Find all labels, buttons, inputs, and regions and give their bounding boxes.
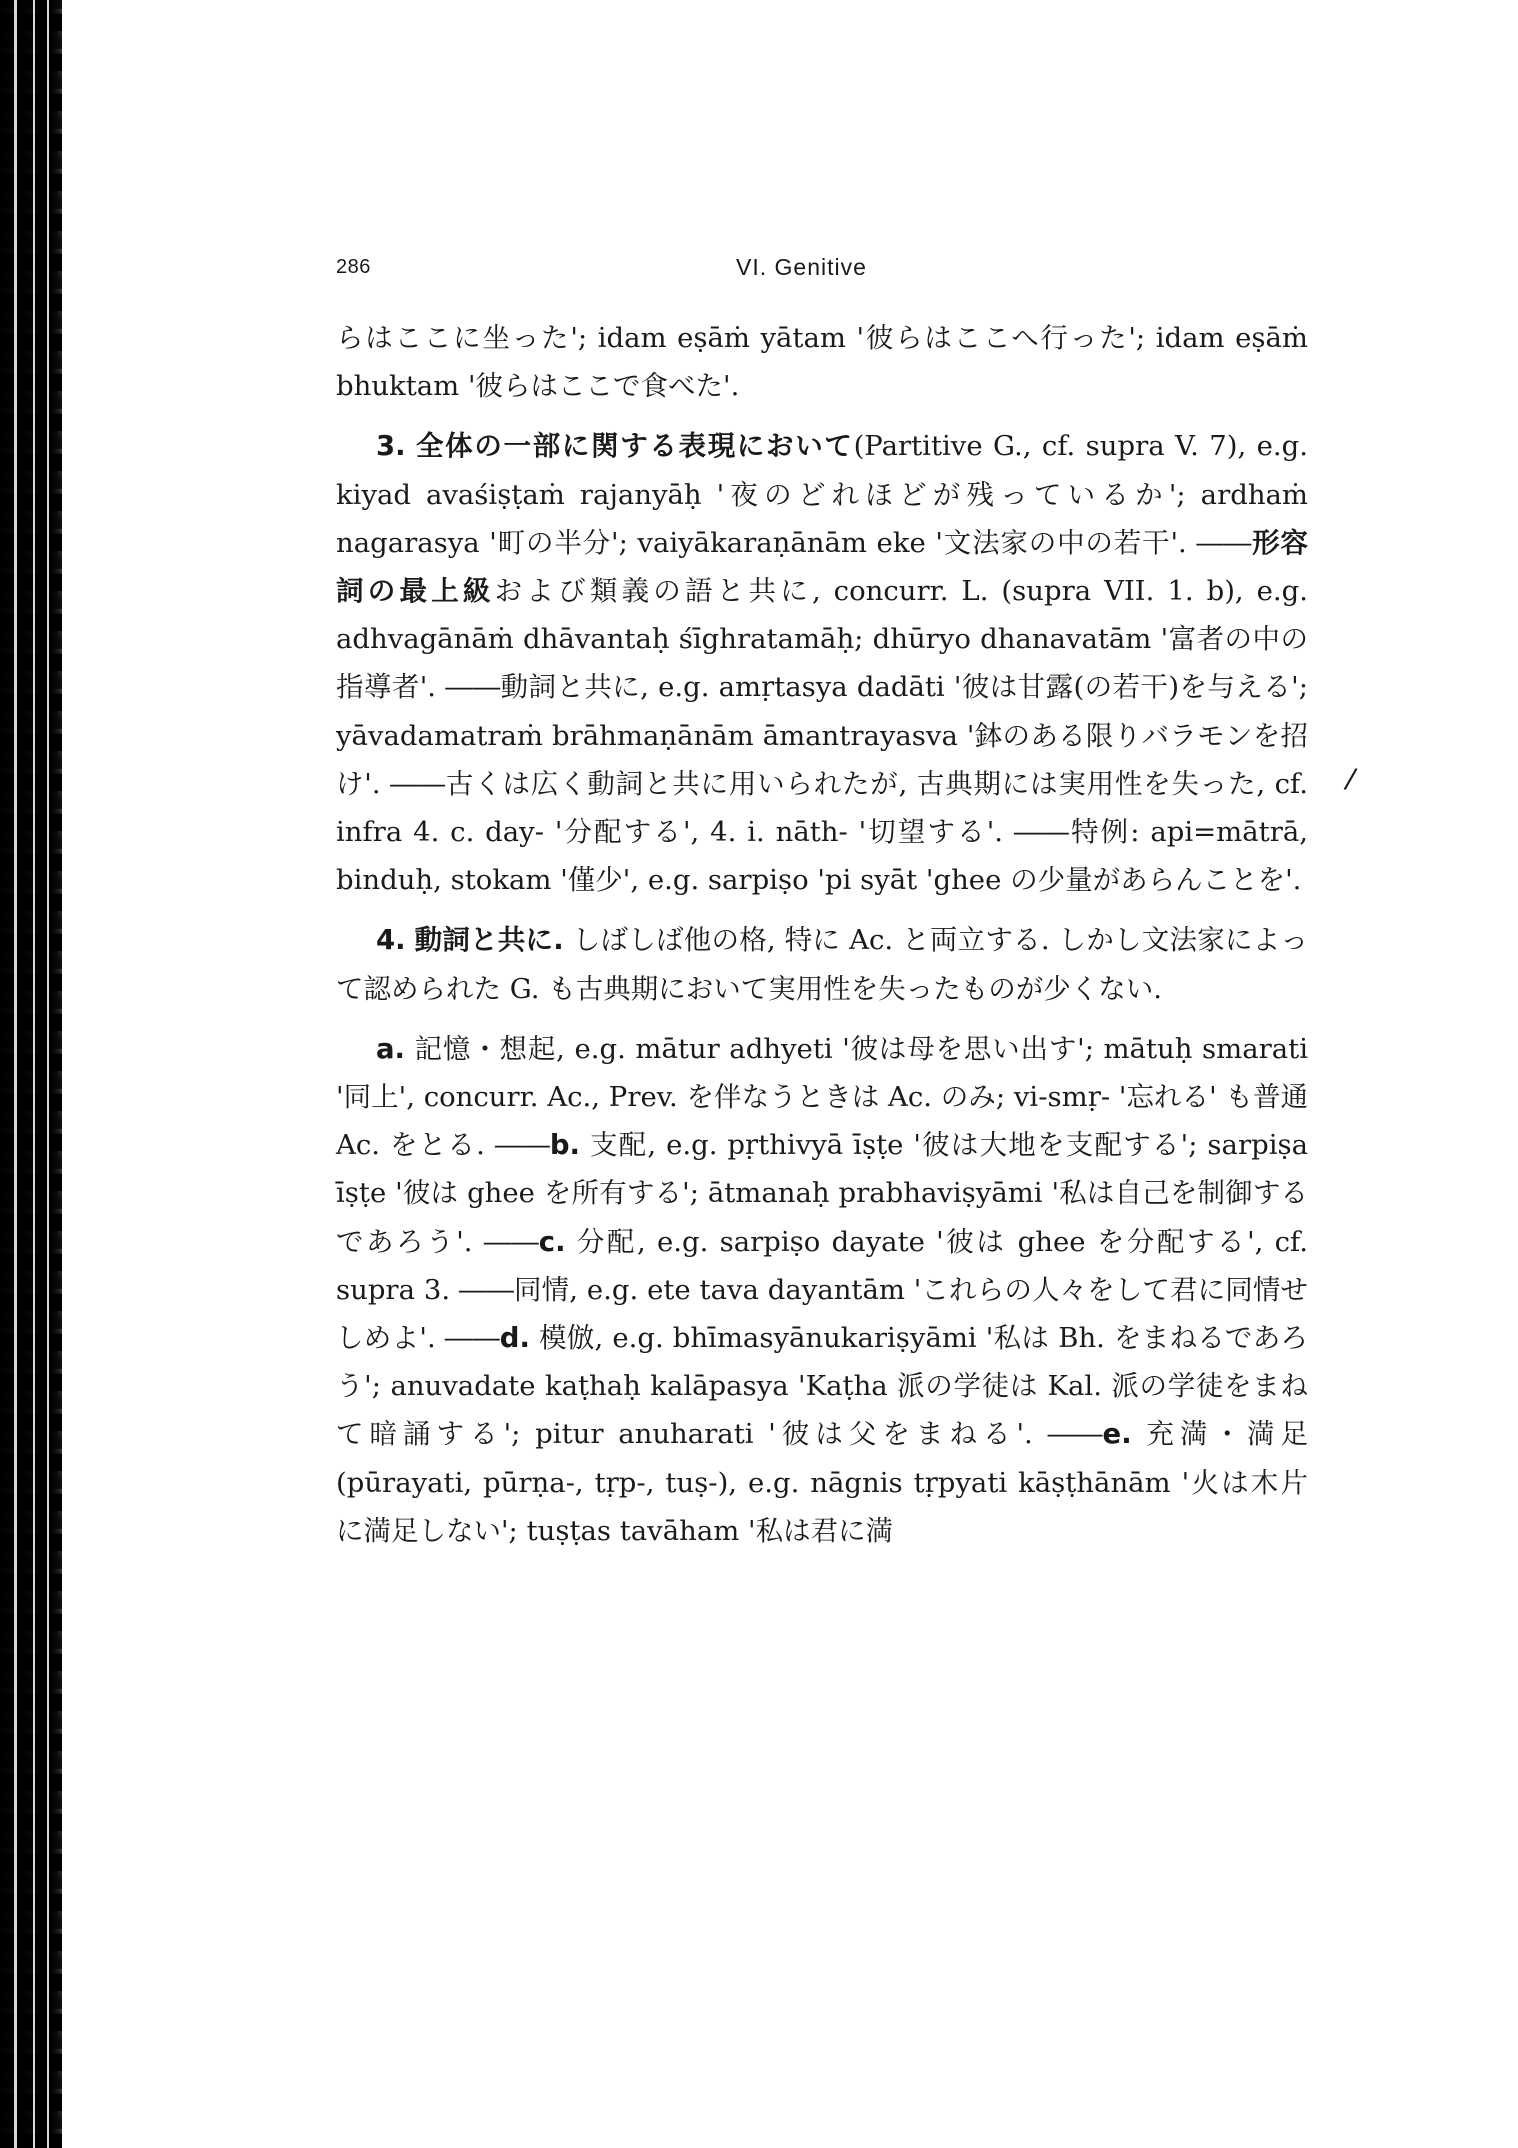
subsection-label-e: e. bbox=[1102, 1418, 1132, 1451]
section-heading: 動詞と共に. bbox=[414, 924, 564, 957]
subsection-label-b: b. bbox=[549, 1129, 580, 1162]
subsection-text-a: 記憶・想起, e.g. mātur adhyeti '彼は母を思い出す'; mātuḥ smarati '同上', concurr. Ac., Prev. を伴なうときは Ac. のみ; vi-smṛ- '忘れる' も普通 Ac. をとる. ―― bbox=[336, 1032, 1308, 1162]
scan-edge-highlight bbox=[33, 0, 35, 2148]
paragraph-partitive bbox=[336, 422, 1308, 904]
page-header bbox=[336, 256, 1308, 286]
section-heading: 全体の一部に関する表現において bbox=[416, 430, 854, 463]
scan-edge-highlight bbox=[47, 0, 49, 2148]
paragraph-with-verbs bbox=[336, 916, 1308, 1012]
margin-pencil-mark: / bbox=[1342, 761, 1359, 796]
running-head: VI. Genitive bbox=[736, 254, 867, 280]
subsection-text-c: 分配, e.g. sarpiṣo dayate '彼は ghee を分配する', cf. supra 3. ――同情, e.g. ete tava dayantām 'これらの人々をして君に同情せしめよ'. ―― bbox=[336, 1225, 1308, 1355]
page-number: 286 bbox=[336, 256, 371, 278]
section-number: 4. bbox=[376, 924, 406, 957]
subsection-text-b: 支配, e.g. pṛthivyā īṣṭe '彼は大地を支配する'; sarpiṣa īṣṭe '彼は ghee を所有する'; ātmanaḥ prabhaviṣyāmi '私は自己を制御するであろう'. ―― bbox=[336, 1129, 1308, 1258]
paragraph-text: および類義の語と共に, concurr. L. (supra VII. 1. b), e.g. adhvagānāṁ dhāvantaḥ śīghratamāḥ; dhūryo dhanavatām '富者の中の指導者'. ――動詞と共に, e.g. amṛtasya dadāti '彼は甘露(の若干)を与える'; yāvadamatraṁ brāhmaṇānām āmantrayasva '鉢のある限りバラモンを招け'. ――古くは広く動詞と共に用いられたが, 古典期には実用性を失った, cf. infra 4. c. day- '分配する', 4. i. nāth- '切望する'. ――特例: api=mātrā, binduḥ, stokam '僅少', e.g. sarpiṣo 'pi syāt 'ghee の少量があらんことを'. bbox=[336, 575, 1308, 897]
main-text bbox=[336, 314, 1308, 1567]
paragraph-text: (Partitive G., cf. supra V. 7), e.g. kiyad avaśiṣṭaṁ rajanyāḥ '夜のどれほどが残っているか'; ardhaṁ nagarasya '町の半分'; vaiyākaraṇānām eke '文法家の中の若干'. ―― bbox=[336, 430, 1308, 559]
subsection-text-e: 充満・満足(pūrayati, pūrṇa-, tṛp-, tuṣ-), e.g. nāgnis tṛpyati kāṣṭhānām '火は木片に満足しない'; tuṣṭas tavāham '私は君に満 bbox=[336, 1418, 1308, 1547]
paragraph-text: しばしば他の格, 特に Ac. と両立する. しかし文法家によって認められた G. も古典期において実用性を失ったものが少くない. bbox=[336, 924, 1308, 1005]
scan-binding-edge bbox=[0, 0, 62, 2148]
paragraph-text: らはここに坐った'; idam eṣāṁ yātam '彼らはここへ行った'; idam eṣāṁ bhuktam '彼らはここで食べた'. bbox=[336, 322, 1308, 403]
inline-heading: 形容詞の最上級 bbox=[336, 526, 1309, 608]
paragraph-subsections bbox=[336, 1025, 1308, 1555]
section-number: 3. bbox=[376, 430, 406, 463]
subsection-text-d: 模倣, e.g. bhīmasyānukariṣyāmi '私は Bh. をまねるであろう'; anuvadate kaṭhaḥ kalāpasya 'Kaṭha 派の学徒は Kal. 派の学徒をまねて暗誦する'; pitur anuharati '彼は父をまねる'. ―― bbox=[336, 1322, 1309, 1451]
subsection-label-c: c. bbox=[538, 1225, 566, 1258]
scan-edge-highlight bbox=[14, 0, 17, 2148]
subsection-label-d: d. bbox=[499, 1322, 530, 1355]
subsection-label-a: a. bbox=[376, 1032, 406, 1065]
paragraph-continued bbox=[336, 314, 1308, 410]
